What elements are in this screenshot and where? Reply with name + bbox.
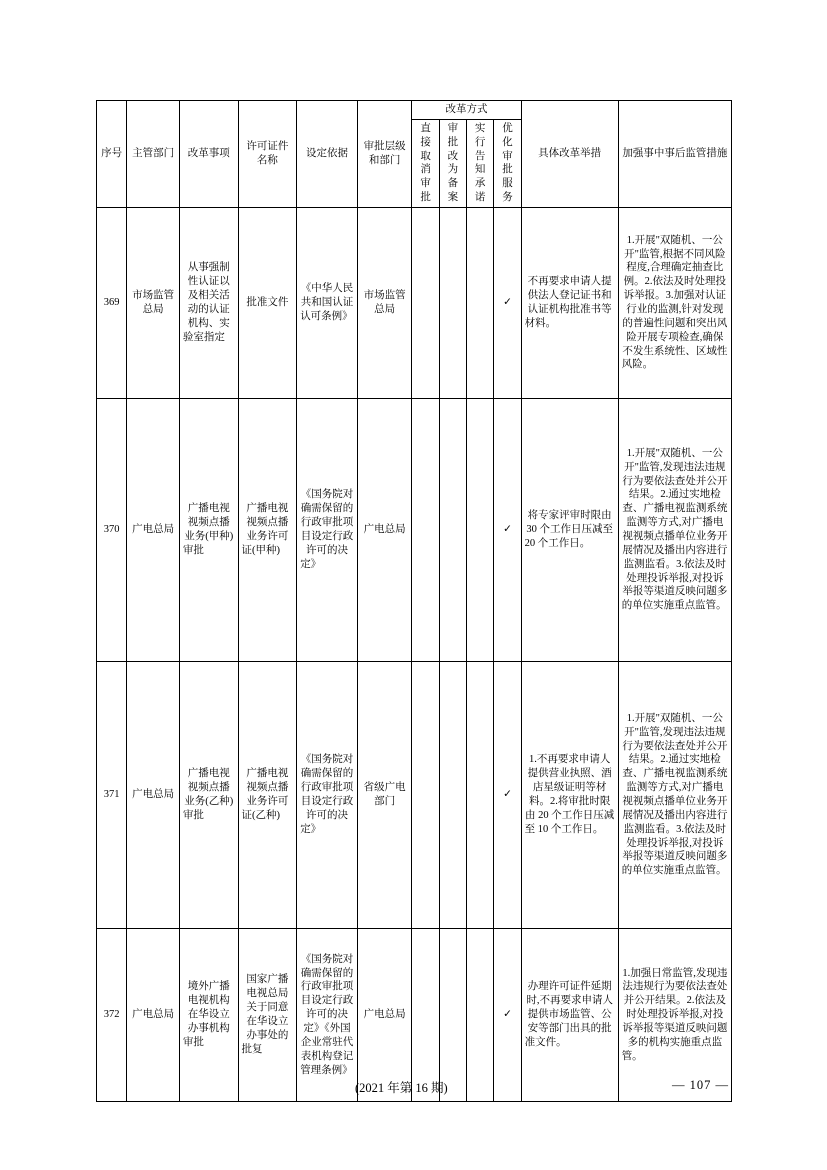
header-level: 审批层级和部门: [357, 101, 412, 208]
row-level: 广电总局: [357, 399, 412, 662]
row-supervision: 1.开展"双随机、一公开"监管,根据不同风险程度,合理确定抽查比例。2.依法及时处理投诉举报。3.加强对认证行业的监测,针对发现的普遍性问题和突出风险开展专项检查,确保不发生系统性、区域性风险。: [618, 208, 731, 399]
header-method-notice-commitment: 实行告知承诺: [467, 119, 494, 207]
table-row: [97, 929, 732, 1102]
row-method-notice-commitment: [467, 208, 494, 399]
table-row: [97, 662, 732, 929]
header-basis: 设定依据: [297, 101, 358, 208]
row-level: 广电总局: [357, 929, 412, 1102]
row-item: 广播电视视频点播业务(乙种)审批: [179, 662, 238, 929]
row-item: 从事强制性认证以及相关活动的认证机构、实验室指定: [179, 208, 238, 399]
row-item: 广播电视视频点播业务(甲种)审批: [179, 399, 238, 662]
row-level: 市场监管总局: [357, 208, 412, 399]
header-cert: 许可证件名称: [238, 101, 297, 208]
row-item: 境外广播电视机构在华设立办事机构审批: [179, 929, 238, 1102]
row-measure: 不再要求申请人提供法人登记证书和认证机构批准书等材料。: [521, 208, 618, 399]
header-method-to-record: 审批改为备案: [439, 119, 466, 207]
header-reform-method-group: 改革方式: [412, 101, 521, 120]
row-level: 省级广电部门: [357, 662, 412, 929]
row-cert: 国家广播电视总局关于同意在华设立办事处的批复: [238, 929, 297, 1102]
row-method-to-record: [439, 399, 466, 662]
row-method-optimize: ✓: [494, 662, 521, 929]
row-basis: 《中华人民共和国认证认可条例》: [297, 208, 358, 399]
row-method-direct-cancel: [412, 208, 439, 399]
table-row: [97, 399, 732, 662]
row-method-to-record: [439, 208, 466, 399]
row-dept: 市场监管总局: [127, 208, 180, 399]
header-dept: 主管部门: [127, 101, 180, 208]
row-cert: 广播电视视频点播业务许可证(甲种): [238, 399, 297, 662]
row-supervision: 1.开展"双随机、一公开"监管,发现违法违规行为要依法查处并公开结果。2.通过实地检查、广播电视监测系统监测等方式,对广播电视视频点播单位业务开展情况及播出内容进行监测监看。3.依法及时处理投诉举报,对投诉举报等渠道反映问题多的单位实施重点监管。: [618, 399, 731, 662]
row-seq: 372: [97, 929, 127, 1102]
row-method-to-record: [439, 929, 466, 1102]
header-measure: 具体改革举措: [521, 101, 618, 208]
row-method-optimize: ✓: [494, 208, 521, 399]
row-method-notice-commitment: [467, 929, 494, 1102]
row-method-optimize: ✓: [494, 399, 521, 662]
row-measure: 办理许可证件延期时,不再要求申请人提供市场监管、公安等部门出具的批准文件。: [521, 929, 618, 1102]
header-item: 改革事项: [179, 101, 238, 208]
row-seq: 370: [97, 399, 127, 662]
row-measure: 将专家评审时限由 30 个工作日压减至 20 个工作日。: [521, 399, 618, 662]
row-method-notice-commitment: [467, 399, 494, 662]
footer-page-number: — 107 —: [672, 1078, 729, 1092]
row-method-direct-cancel: [412, 662, 439, 929]
row-method-to-record: [439, 662, 466, 929]
row-measure: 1.不再要求申请人提供营业执照、酒店星级证明等材料。2.将审批时限由 20 个工作日压减至 10 个工作日。: [521, 662, 618, 929]
row-seq: 369: [97, 208, 127, 399]
header-method-optimize: 优化审批服务: [494, 119, 521, 207]
row-supervision: 1.加强日常监管,发现违法违规行为要依法查处并公开结果。2.依法及时处理投诉举报,对投诉举报等渠道反映问题多的机构实施重点监管。: [618, 929, 731, 1102]
row-method-direct-cancel: [412, 399, 439, 662]
row-dept: 广电总局: [127, 662, 180, 929]
reform-measures-table: [96, 100, 732, 1102]
row-seq: 371: [97, 662, 127, 929]
table-header-row-top: [97, 101, 732, 120]
row-method-notice-commitment: [467, 662, 494, 929]
header-supervision: 加强事中事后监管措施: [618, 101, 731, 208]
row-method-direct-cancel: [412, 929, 439, 1102]
row-dept: 广电总局: [127, 399, 180, 662]
row-basis: 《国务院对确需保留的行政审批项目设定行政许可的决定》: [297, 662, 358, 929]
footer-issue: (2021 年第 16 期): [355, 1081, 448, 1095]
row-basis: 《国务院对确需保留的行政审批项目设定行政许可的决定》: [297, 399, 358, 662]
row-supervision: 1.开展"双随机、一公开"监管,发现违法违规行为要依法查处并公开结果。2.通过实地检查、广播电视监测系统监测等方式,对广播电视视频点播单位业务开展情况及播出内容进行监测监看。3.依法及时处理投诉举报,对投诉举报等渠道反映问题多的单位实施重点监管。: [618, 662, 731, 929]
table-row: [97, 208, 732, 399]
row-basis: 《国务院对确需保留的行政审批项目设定行政许可的决定》《外国企业常驻代表机构登记管理条例》: [297, 929, 358, 1102]
header-method-direct-cancel: 直接取消审批: [412, 119, 439, 207]
header-seq: 序号: [97, 101, 127, 208]
row-method-optimize: ✓: [494, 929, 521, 1102]
row-cert: 批准文件: [238, 208, 297, 399]
row-cert: 广播电视视频点播业务许可证(乙种): [238, 662, 297, 929]
row-dept: 广电总局: [127, 929, 180, 1102]
